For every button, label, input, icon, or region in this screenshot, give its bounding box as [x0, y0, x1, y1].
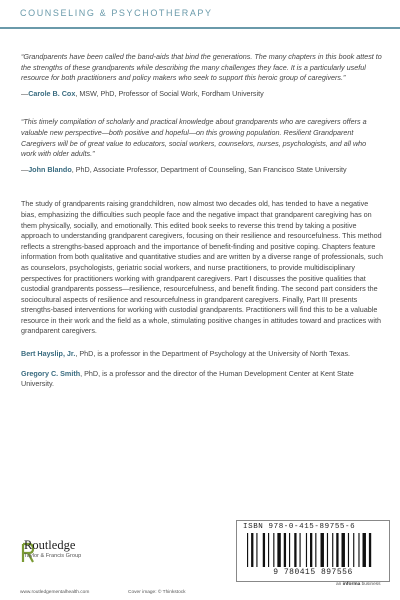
attribution-dash: —: [21, 164, 29, 174]
isbn-barcode-box: [236, 520, 390, 582]
attribution-dash: —: [21, 88, 29, 98]
category-label: COUNSELING & PSYCHOTHERAPY: [20, 8, 213, 18]
author-bio-1: [21, 349, 383, 360]
endorsement-attribution-1: [21, 89, 383, 100]
author-bio-text: , PhD, is a professor in the Department of Psychology at the University of North Texas.: [75, 349, 351, 359]
business-prefix: an: [336, 582, 343, 587]
author-bio-2: [21, 369, 383, 390]
endorsement-attribution-2: [21, 165, 383, 176]
barcode-icon: [247, 533, 379, 567]
informa-business-note: [336, 582, 381, 587]
isbn-label: ISBN 978-0-415-89755-6: [243, 523, 356, 531]
endorsement-quote-2: “This timely compilation of scholarly and practical knowledge about grandparents who are caregivers offers a valuable new perspective—both positive and hopeful—on this growing population. Resilient Grandparent Caregivers will be of great value to educators, social workers, counselors, nurses, psychologists, and all who work with older adults.”: [21, 117, 367, 159]
business-brand: informa: [342, 582, 361, 587]
header-rule: [0, 27, 400, 29]
endorser-name: Carole B. Cox: [28, 88, 76, 98]
publisher-subtitle: Taylor & Francis Group: [24, 553, 82, 559]
barcode-number: 9 780415 897556: [273, 568, 353, 577]
back-cover-content: [21, 52, 383, 390]
cover-credit: Cover image: © Thinkstock: [128, 590, 186, 595]
endorsement-quote-1: “Grandparents have been called the band-aids that bind the generations. The many chapters in this book attest to the strengths of these grandparents while describing the many challenges they face. It is a particularly useful resource for both practitioners and policy makers who seek to support this heroic group of caregivers.”: [21, 52, 382, 83]
author-bio-text: , PhD, is a professor and the director of the Human Development Center at Kent State University.: [21, 368, 354, 389]
author-name: Bert Hayslip, Jr.: [21, 349, 76, 359]
endorser-affiliation: , PhD, Associate Professor, Department of Counseling, San Francisco State University: [71, 164, 347, 174]
book-description: The study of grandparents raising grandchildren, now almost two decades old, has tended to have a negative bias, emphasizing the difficulties such people face and the negative impact that grandparent caregiving has on them physically, socially, and emotionally. This edited book seeks to reverse this trend by taking a positive approach to understanding grandparent caregivers, focusing on their resilience and resourcefulness. This method reflects a strengths-based approach and the importance of benefit-finding and positive coping. Chapters feature information from both qualitative and quantitative studies and are written by a diverse range of professionals, such as counselors, psychologists, geriatric social workers, and nurse practitioners, to provide multidisciplinary perspectives for practitioners working with grandparent caregivers. Part I discusses the positive qualities that custodial grandparents possess—resilience, resourcefulness, and benefit finding. The second part considers the sociocultural aspects of resilience and resourcefulness in grandparent caregivers. Finally, Part III presents strengths-based interventions for working with custodial grandparents. Practitioners will find this to be a valuable resource in their work and the field as a whole, stimulating positive changes in attitudes toward and practices with grandparent caregivers.: [21, 199, 383, 336]
author-name: Gregory C. Smith: [21, 368, 81, 378]
endorser-name: John Blando: [28, 164, 72, 174]
publisher-website: www.routledgementalhealth.com: [20, 590, 90, 595]
publisher-name: Routledge: [24, 538, 76, 552]
endorser-affiliation: , MSW, PhD, Professor of Social Work, Fordham University: [75, 88, 264, 98]
business-suffix: business: [360, 582, 381, 587]
